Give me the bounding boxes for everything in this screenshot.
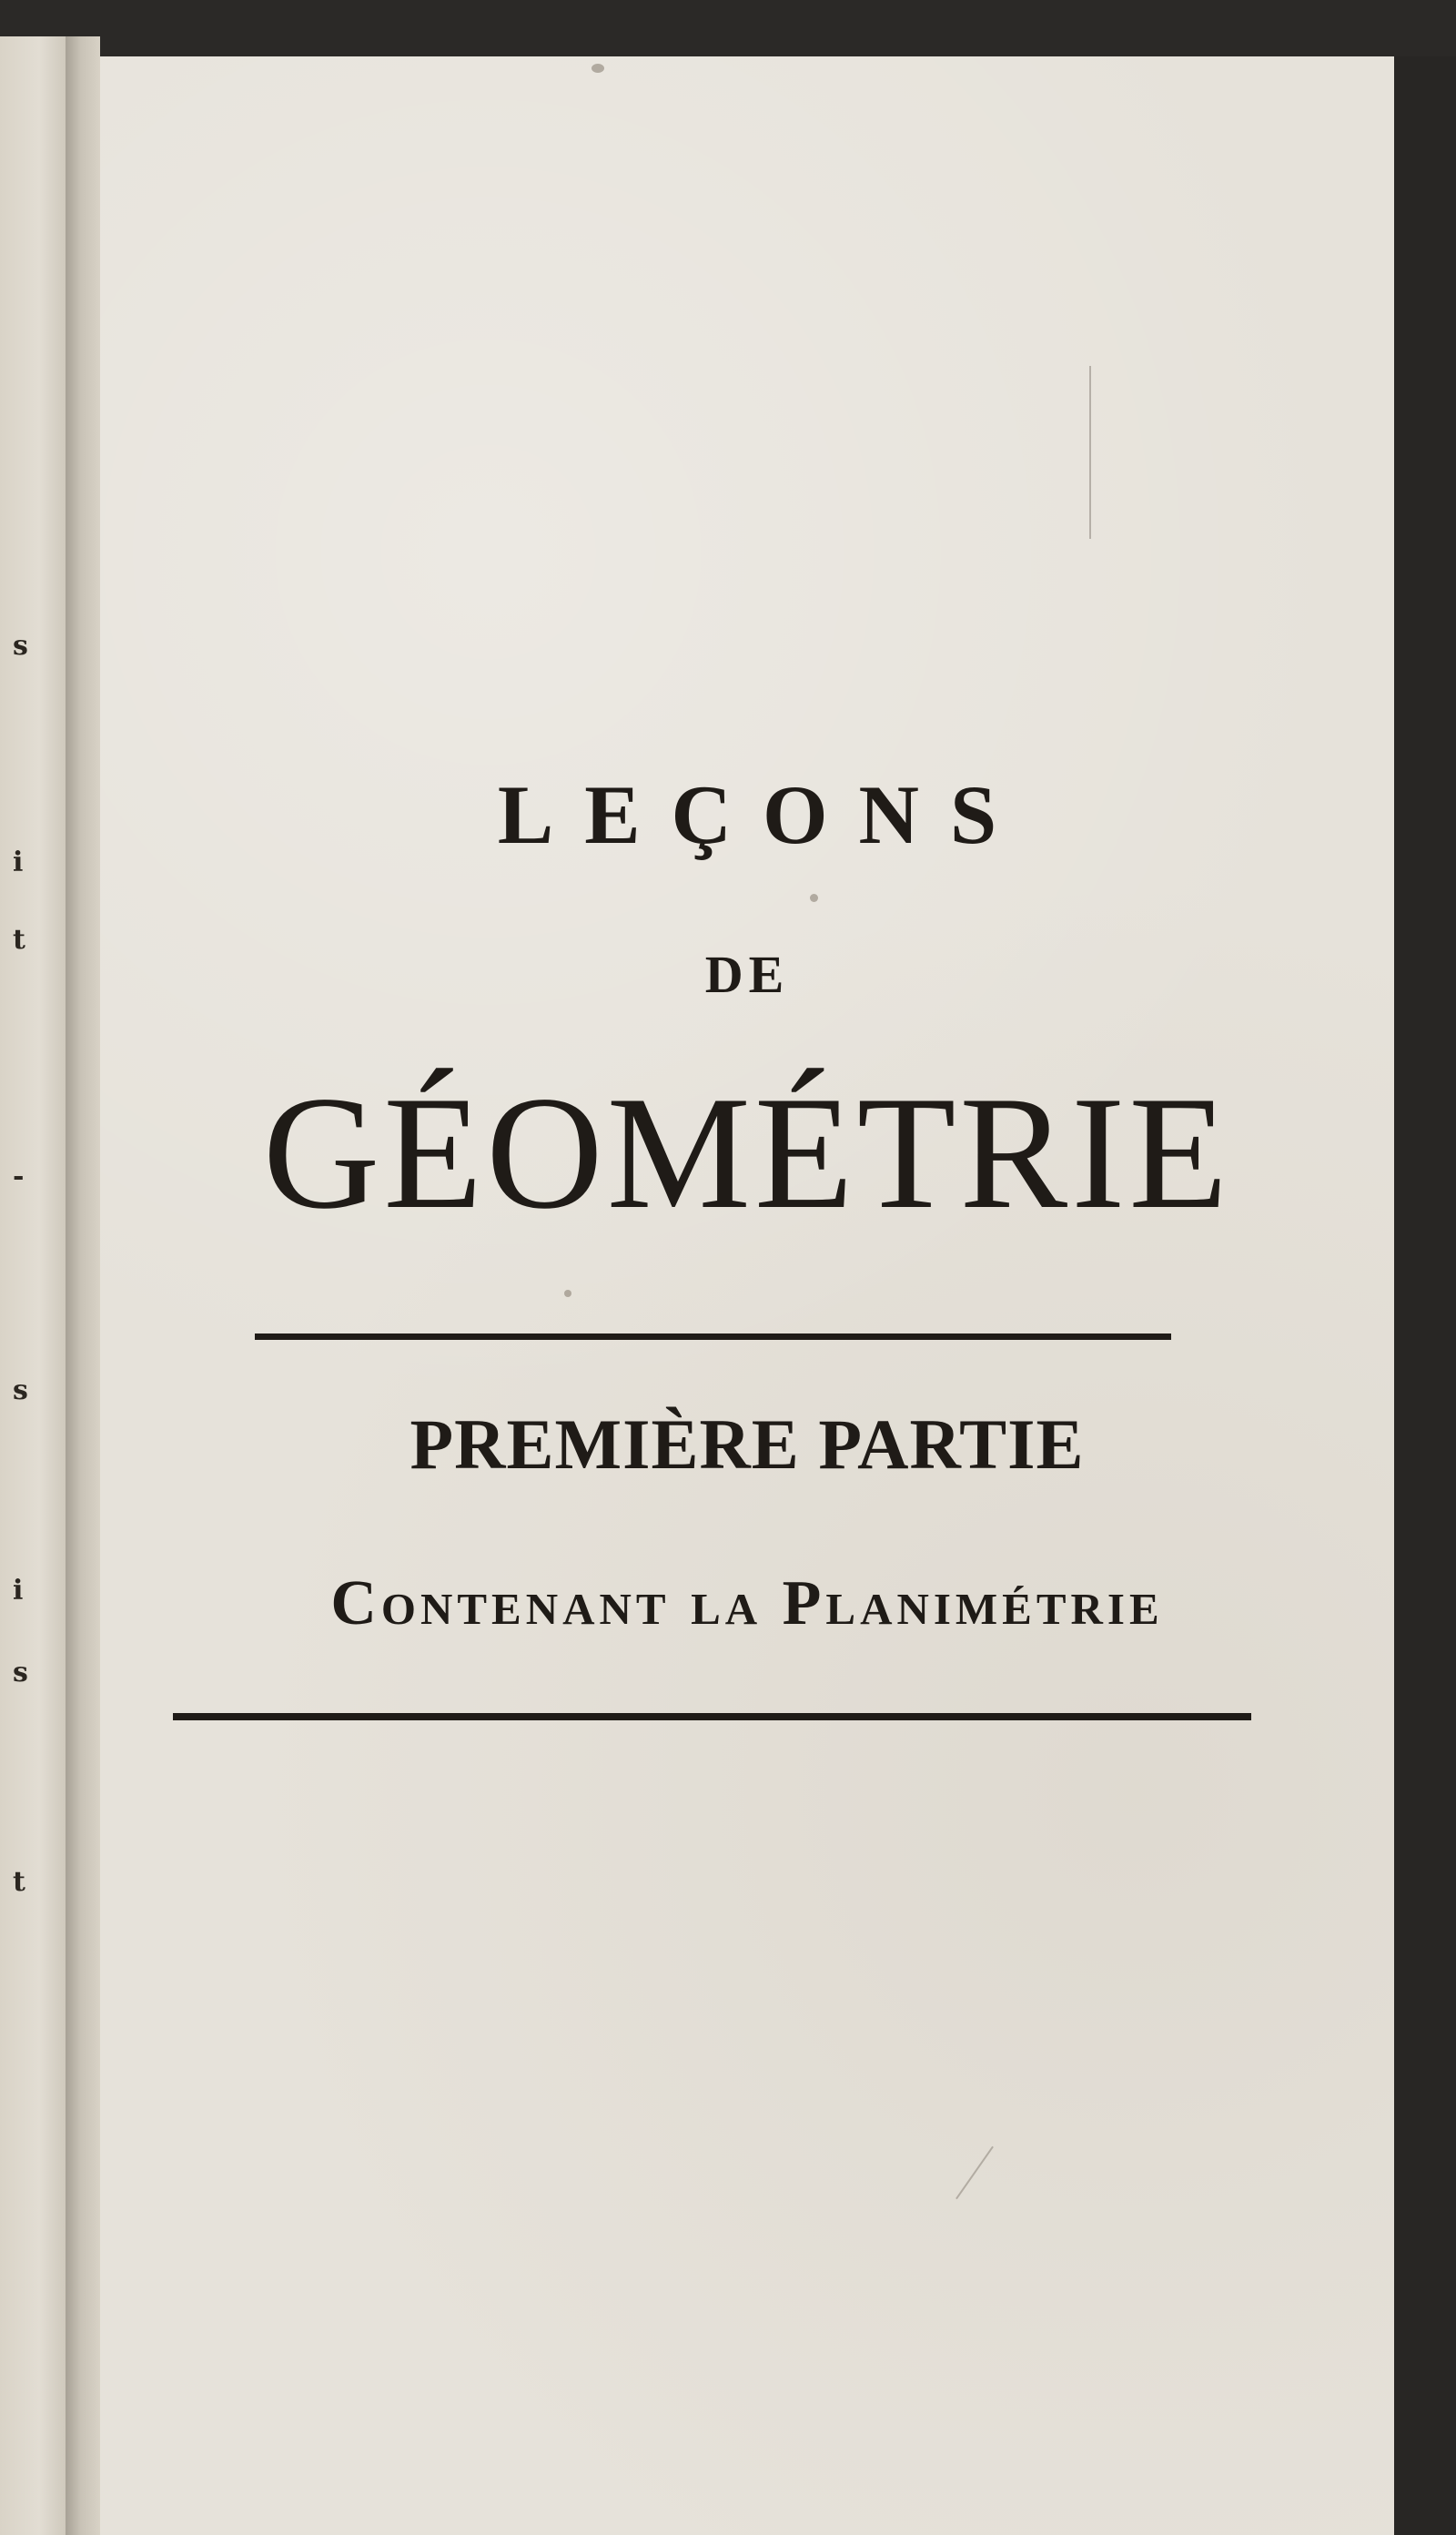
title-de: DE: [704, 945, 790, 1004]
facing-page-fragment: i: [13, 847, 24, 878]
title-lecons: LEÇONS: [497, 768, 1028, 861]
facing-page-fragment: t: [13, 924, 25, 956]
paper-speck: [564, 1290, 571, 1297]
paper-speck: [810, 894, 818, 902]
paper-fiber: [1089, 366, 1091, 539]
title-geometrie: GÉOMÉTRIE: [262, 1062, 1232, 1242]
facing-page-fragment: s: [13, 1657, 28, 1688]
subtitle-contenant: Contenant la Planimétrie: [330, 1568, 1164, 1638]
horizontal-rule-bottom: [173, 1713, 1251, 1720]
scan-background-edge: [1394, 56, 1456, 2535]
facing-page-edge: [0, 36, 66, 2535]
book-gutter: [66, 36, 100, 2535]
facing-page-fragment: i: [13, 1575, 24, 1607]
facing-page-fragment: -: [13, 1161, 25, 1192]
paper-fiber: [956, 2146, 994, 2199]
facing-page-fragment: s: [13, 630, 28, 662]
subtitle-premiere-partie: PREMIÈRE PARTIE: [410, 1404, 1085, 1484]
facing-page-fragment: s: [13, 1374, 28, 1406]
paper-speck: [592, 64, 604, 73]
facing-page-fragment: t: [13, 1866, 25, 1898]
title-page: [100, 56, 1394, 2535]
horizontal-rule-top: [255, 1333, 1171, 1340]
